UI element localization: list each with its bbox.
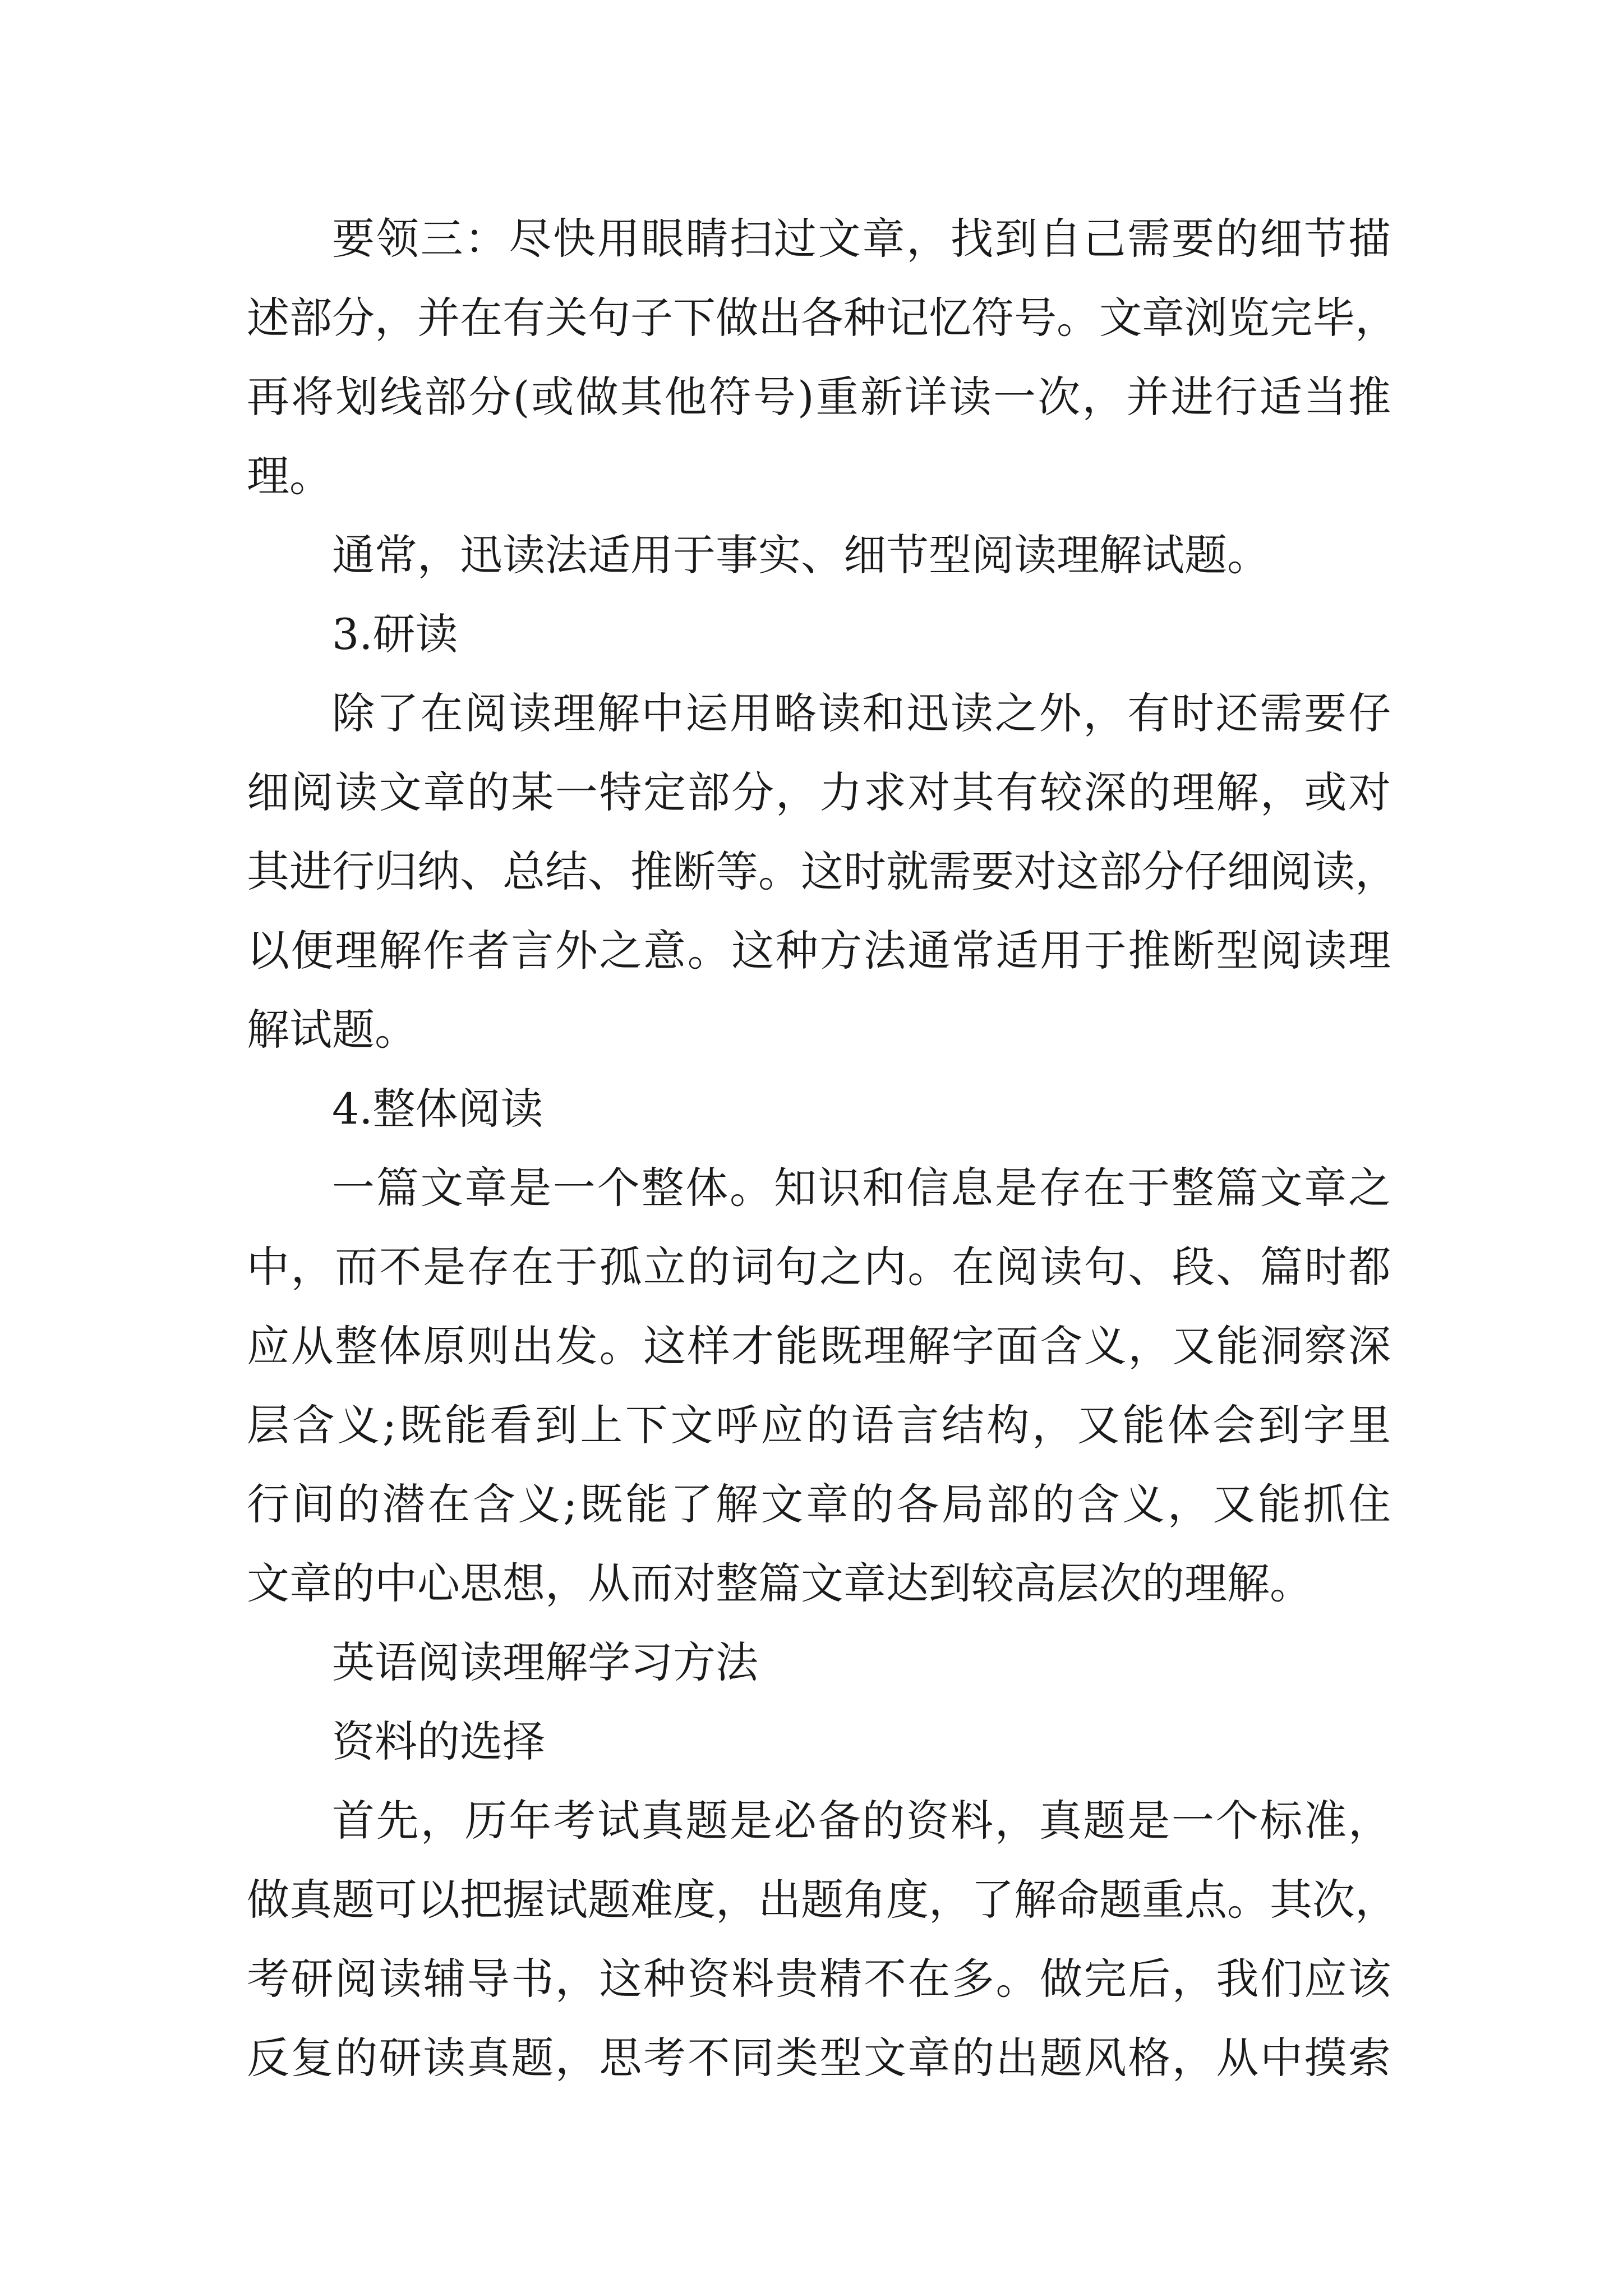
section-heading: 英语阅读理解学习方法 — [332, 1637, 758, 1687]
text-line: 其进行归纳、总结、推断等。这时就需要对这部分仔细阅读， — [247, 846, 1398, 896]
text-line: 行间的潜在含义;既能了解文章的各局部的含义，又能抓住 — [247, 1479, 1391, 1529]
section-heading: 3.研读 — [332, 609, 458, 659]
text-line: 述部分，并在有关句子下做出各种记忆符号。文章浏览完毕， — [247, 293, 1398, 343]
text-line: 一篇文章是一个整体。知识和信息是存在于整篇文章之 — [332, 1163, 1391, 1213]
section-heading: 4.整体阅读 — [332, 1084, 543, 1134]
text-line: 反复的研读真题，思考不同类型文章的出题风格，从中摸索 — [247, 2033, 1391, 2083]
text-line: 解试题。 — [247, 1005, 417, 1055]
text-line: 考研阅读辅导书，这种资料贵精不在多。做完后，我们应该 — [247, 1954, 1391, 2004]
text-line: 细阅读文章的某一特定部分，力求对其有较深的理解，或对 — [247, 767, 1391, 817]
text-line: 做真题可以把握试题难度，出题角度，了解命题重点。其次， — [247, 1875, 1398, 1925]
text-line: 首先，历年考试真题是必备的资料，真题是一个标准， — [332, 1796, 1391, 1846]
text-line: 层含义;既能看到上下文呼应的语言结构，又能体会到字里 — [247, 1400, 1391, 1450]
text-line: 文章的中心思想，从而对整篇文章达到较高层次的理解。 — [247, 1558, 1312, 1608]
text-line: 应从整体原则出发。这样才能既理解字面含义，又能洞察深 — [247, 1321, 1391, 1371]
section-heading: 资料的选择 — [332, 1717, 545, 1766]
text-line: 理。 — [247, 451, 332, 501]
text-line: 以便理解作者言外之意。这种方法通常适用于推断型阅读理 — [247, 926, 1391, 976]
text-line: 再将划线部分(或做其他符号)重新详读一次，并进行适当推 — [247, 372, 1391, 422]
text-line: 中，而不是存在于孤立的词句之内。在阅读句、段、篇时都 — [247, 1242, 1391, 1292]
text-line: 通常，迅读法适用于事实、细节型阅读理解试题。 — [332, 530, 1270, 580]
text-line: 除了在阅读理解中运用略读和迅读之外，有时还需要仔 — [332, 688, 1391, 738]
text-line: 要领三：尽快用眼睛扫过文章，找到自己需要的细节描 — [332, 214, 1391, 264]
document-body — [247, 199, 1398, 2097]
